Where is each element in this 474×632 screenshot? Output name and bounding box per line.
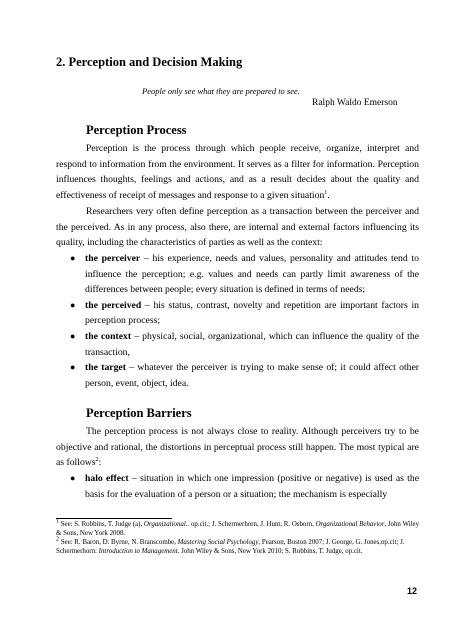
footnote-text: See: S. Robbins, T. Judge (a), — [59, 521, 144, 528]
epigraph-quote: People only see what they are prepared to see. — [142, 86, 300, 96]
bullet-icon: ● — [70, 473, 76, 483]
list-item-term: the perceiver — [85, 253, 141, 264]
paragraph-text: Perception is the process through which people receive, organize, interpret and respond to information from the environment. It serves as a filter for information. Perception influences thoughts, feelings and actions, and as a result decides about the quality and effectiveness of receipt of messages and response to a given situation — [56, 143, 419, 201]
list-item — [56, 298, 419, 329]
bullet-icon: ● — [70, 253, 76, 263]
footnote-title: Organizational Behavior — [315, 521, 385, 528]
footnote-text: See: R. Baron, D. Byrne, N. Branscombe, — [59, 539, 178, 547]
footnote-number: 2 — [56, 536, 59, 543]
list-item — [56, 471, 419, 502]
footnote-text: op.cit.; J. Schermerhorn, J. Hunt, R. Osborn, — [189, 521, 316, 528]
footnote-title: Introduction to Management — [98, 547, 178, 555]
footnote-title: Organizational.. — [143, 521, 190, 528]
paragraph-text: : — [98, 457, 102, 469]
paragraph — [56, 141, 419, 203]
footnote — [56, 518, 420, 538]
chapter-title: 2. Perception and Decision Making — [56, 55, 243, 69]
list-item-text: – his experience, needs and values, personality and attitudes tend to influence the perception; e.g. values and needs can partly limit awareness of the differences between people; every situation is defined in terms of needs; — [85, 253, 419, 296]
paragraph-text: The perception process is not always close to reality. Although perceivers try to be objective and rational, the distortions in perceptual process still happen. The most typical are as follows — [56, 426, 419, 469]
footnote-title: Mastering Social Psychology — [177, 539, 259, 547]
list-item-text: – situation in which one impression (positive or negative) is used as the basis for the evaluation of a person or a situation; the mechanism is especially — [85, 473, 419, 500]
section-heading-perception-barriers: Perception Barriers — [86, 406, 192, 420]
paragraph: Researchers very often define perception as a transaction between the perceiver and the perceived. As in any process, also there, are internal and external factors influencing its quality, including the characteristics of parties as well as the context: — [56, 206, 419, 249]
list-item-text: – whatever the perceiver is trying to make sense of; it could affect other person, event, object, idea. — [85, 362, 420, 389]
bullet-icon: ● — [70, 299, 76, 310]
list-item-text: – his status, contrast, novelty and repetition are important factors in perception process; — [85, 299, 419, 327]
footnote-number: 1 — [56, 518, 59, 525]
list-item-term: the context — [85, 330, 132, 342]
list-item-term: halo effect — [85, 473, 129, 484]
paragraph-text: . — [327, 189, 330, 201]
factor-list — [56, 251, 419, 391]
bullet-icon: ● — [70, 330, 76, 341]
footnote-ref: 2 — [95, 456, 99, 463]
list-item — [56, 360, 419, 391]
footnotes — [56, 518, 420, 557]
footnote-ref: 1 — [324, 189, 328, 196]
footnote-text: , John Wiley & Sons, New York 2008. — [56, 521, 420, 537]
list-item-term: the perceived — [85, 299, 142, 311]
footnote — [56, 536, 420, 556]
list-item — [56, 329, 419, 360]
footnote-text: , Pearson, Boston 2007; J. George, G. Jones,op.cit; J. Schermerhorn: — [56, 539, 405, 555]
footnote-divider — [56, 518, 172, 519]
bullet-icon: ● — [70, 362, 76, 373]
barrier-list — [56, 471, 419, 502]
epigraph-author: Ralph Waldo Emerson — [312, 98, 398, 108]
paragraph — [56, 424, 419, 471]
page-number: 12 — [407, 586, 418, 596]
footnote-text: . John Wiley & Sons, New York 2010; S. Robbins, T. Judge, op.cit. — [177, 547, 363, 555]
list-item-term: the target — [85, 362, 126, 374]
list-item-text: – physical, social, organizational, which can influence the quality of the transaction, — [85, 330, 419, 358]
list-item — [56, 251, 419, 298]
section-heading-perception-process: Perception Process — [86, 123, 187, 137]
